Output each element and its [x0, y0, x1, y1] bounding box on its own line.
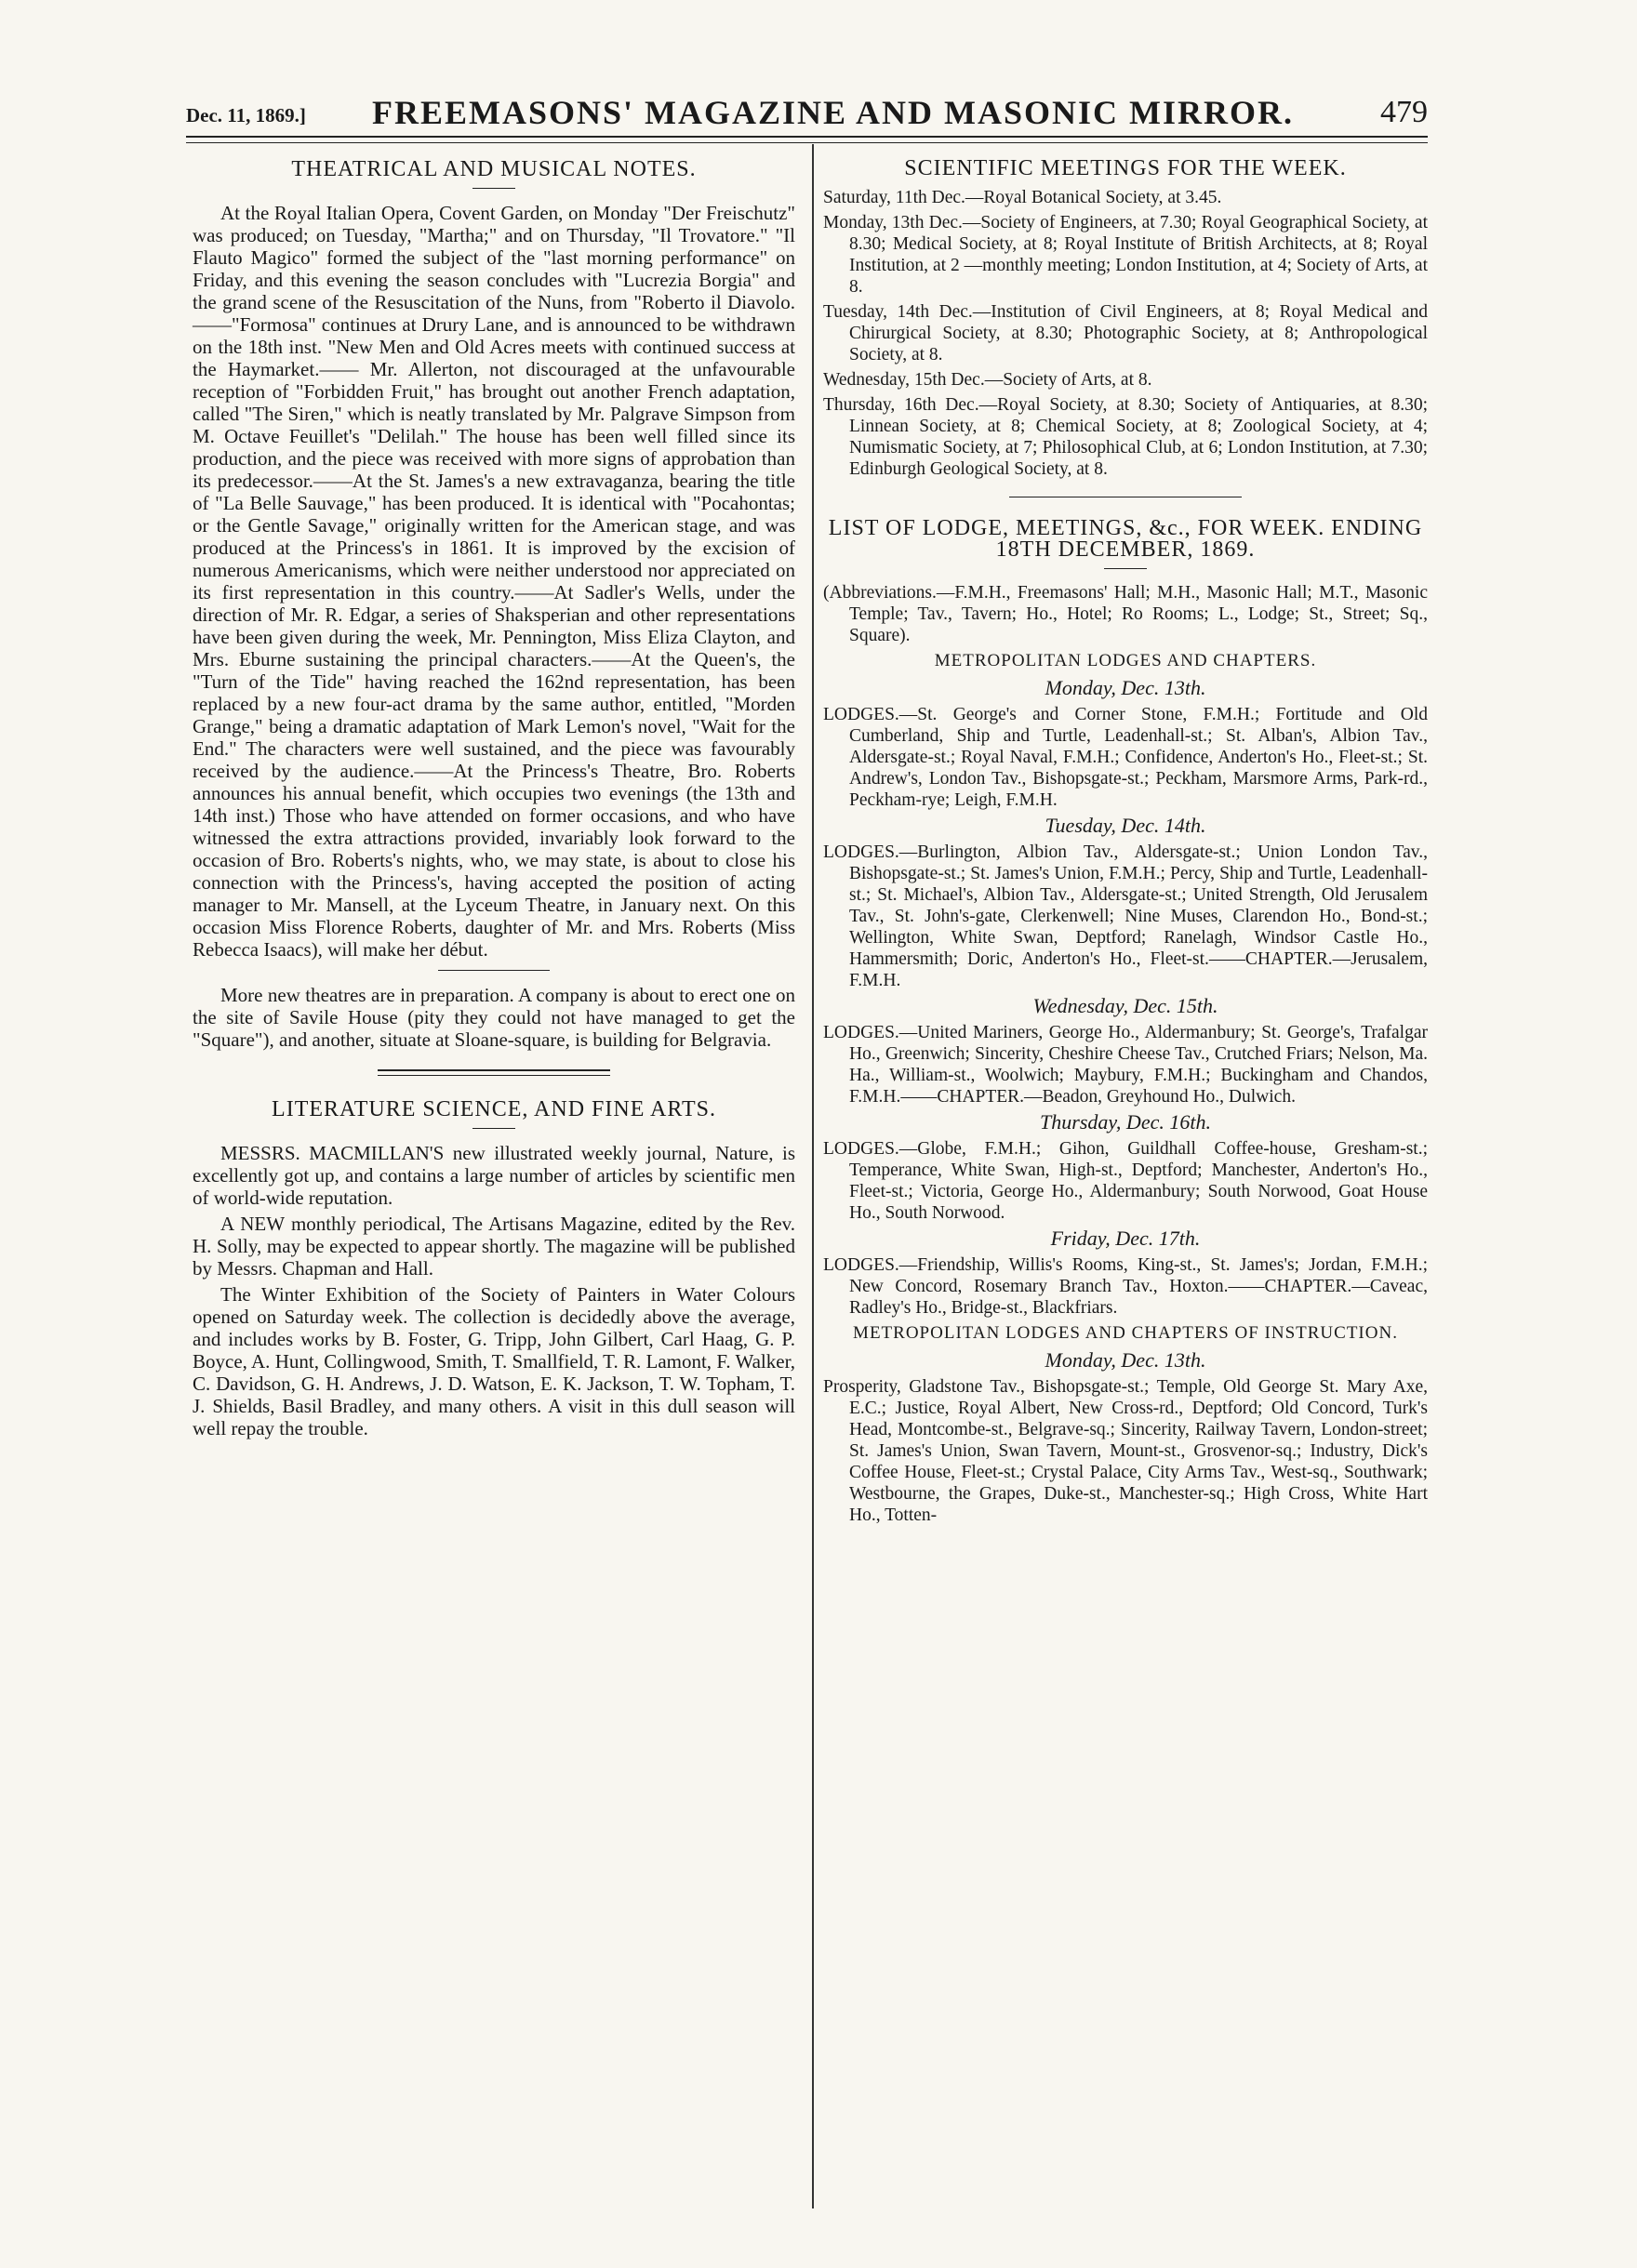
- publication-title: FREEMASONS' MAGAZINE AND MASONIC MIRROR.: [372, 94, 1295, 131]
- abbreviations: (Abbreviations.—F.M.H., Freemasons' Hall; M.H., Masonic Hall; M.T., Masonic Temple; Tav., Tavern; Ho., Hotel; Ro Rooms; L., Lodge; St., Street; Sq., Square).: [823, 583, 1428, 645]
- theatre-body: At the Royal Italian Opera, Covent Garden, on Monday "Der Freischutz" was produced; on Tuesday, "Martha;" and on Thursday, "Il Trovatore." "Il Flauto Magico" formed the subject of the "last morning performance" on Friday, and this evening the season concludes with "Lucrezia Borgia" and the grand scene of the Resuscitation of the Nuns, from "Roberto il Diavolo.——"Formosa" continues at Drury Lane, and is announced to be withdrawn on the 18th inst. "New Men and Old Acres meets with continued success at the Haymarket.—— Mr. Allerton, not discouraged at the unfavourable reception of "Forbidden Fruit," has brought out another French adaptation, called "The Siren," which is neatly translated by Mr. Palgrave Simpson from M. Octave Feuillet's "Delilah." The house has been well filled since its production, and the piece was received with more signs of approbation than its predecessor.——At the St. James's a new extravaganza, bearing the title of "La Belle Sauvage," has been produced. It is identical with "Pocahontas; or the Gentle Savage," originally written for the American stage, and was produced at the Princess's in 1861. It is improved by the excision of numerous Americanisms, which were neither understood nor appreciated on its first representation in this country.——At Sadler's Wells, under the direction of Mr. R. Edgar, a series of Shaksperian and other representations have been given during the week, Mr. Pennington, Miss Eliza Clayton, and Mrs. Eburne sustaining the principal characters.——At the Queen's, the "Turn of the Tide" having reached the 162nd representation, has been replaced by a new four-act drama by the same author, entitled, "Morden Grange," being a dramatic adaptation of Mark Lemon's novel, "Wait for the End." The characters were well sustained, and the piece was favourably received by the audience.——At the Princess's Theatre, Bro. Roberts announces his annual benefit, which occupies two evenings (the 13th and 14th inst.) Those who have attended on former occasions, and who have witnessed the extra attractions provided, invariably look forward to the occasion of Bro. Roberts's nights, who, we may state, is about to close his connection with the Princess's, having accepted the position of acting manager to Mr. Mansell, at the Lyceum Theatre, in January next. On this occasion Miss Florence Roberts, daughter of Mr. and Mrs. Roberts (Miss Rebecca Isaacs), will make her début.: [193, 202, 795, 961]
- lodge-list: LODGES.—St. George's and Corner Stone, F.M.H.; Fortitude and Old Cumberland, Ship and Turtle, Leadenhall-st.; St. Alban's, Albion Tav., Aldersgate-st.; Royal Naval, F.M.H.; Confidence, Anderton's Ho., Fleet-st.; St. Andrew's, London Tav., Bishopsgate-st.; Peckham, Marsmore Arms, Park-rd., Peckham-rye; Leigh, F.M.H.: [823, 705, 1428, 810]
- meeting-entry: Tuesday, 14th Dec.—Institution of Civil Engineers, at 8; Royal Medical and Chirurgical Society, at 8.30; Photographic Society, at 8; Anthropological Society, at 8.: [823, 302, 1428, 365]
- divider: [438, 970, 550, 971]
- meeting-entry: Monday, 13th Dec.—Society of Engineers, at 7.30; Royal Geographical Society, at 8.30; Medical Society, at 8; Royal Institute of British Architects, at 8; Royal Institution, at 2 —monthly meeting; London Institution, at 4; Society of Arts, at 8.: [823, 213, 1428, 297]
- meeting-entry: Thursday, 16th Dec.—Royal Society, at 8.30; Society of Antiquaries, at 8.30; Linnean Society, at 8; Chemical Society, at 8; Zoological Society, at 4; Numismatic Society, at 7; Philosophical Club, at 6; London Institution, at 7.30; Edinburgh Geological Society, at 8.: [823, 395, 1428, 479]
- literature-paragraph: A NEW monthly periodical, The Artisans Magazine, edited by the Rev. H. Solly, may be expected to appear shortly. The magazine will be published by Messrs. Chapman and Hall.: [193, 1213, 795, 1280]
- issue-date: Dec. 11, 1869.]: [186, 104, 306, 126]
- masthead: [186, 93, 1428, 130]
- divider: [472, 1128, 515, 1129]
- instruction-heading: METROPOLITAN LODGES AND CHAPTERS OF INSTRUCTION.: [853, 1323, 1398, 1343]
- day-heading: Wednesday, Dec. 15th.: [1032, 994, 1218, 1017]
- day-heading: Thursday, Dec. 16th.: [1040, 1110, 1211, 1134]
- column-separator: [812, 144, 814, 2208]
- day-heading: Friday, Dec. 17th.: [1050, 1227, 1201, 1250]
- meeting-entry: Saturday, 11th Dec.—Royal Botanical Society, at 3.45.: [823, 188, 1222, 207]
- day-heading: Monday, Dec. 13th.: [1045, 1348, 1206, 1372]
- divider: [1104, 568, 1147, 569]
- meeting-entry: Wednesday, 15th Dec.—Society of Arts, at 8.: [823, 370, 1152, 390]
- theatre-note: More new theatres are in preparation. A company is about to erect one on the site of Savile House (pity they could not have managed to get the "Square"), and another, situate at Sloane-square, is building for Belgravia.: [193, 984, 795, 1051]
- lodge-list: LODGES.—Friendship, Willis's Rooms, King-st., St. James's; Jordan, F.M.H.; New Concord, Rosemary Branch Tav., Hoxton.——CHAPTER.—Caveac, Radley's Ho., Bridge-st., Blackfriars.: [823, 1255, 1428, 1318]
- right-column: [823, 154, 1428, 1530]
- divider: [472, 188, 515, 189]
- instruction-list: Prosperity, Gladstone Tav., Bishopsgate-st.; Temple, Old George St. Mary Axe, E.C.; Justice, Royal Albert, New Cross-rd., Deptford; Old Concord, Turk's Head, Montcombe-st., Belgrave-sq.; Sincerity, Railway Tavern, London-street; St. James's Union, Swan Tavern, Mount-st., Grosvenor-sq.; Industry, Dick's Coffee House, Fleet-st.; Crystal Palace, City Arms Tav., West-sq., Southwark; Westbourne, the Grapes, Duke-st., Manchester-sq.; High Cross, White Hart Ho., Totten-: [823, 1377, 1428, 1525]
- literature-section-title: LITERATURE SCIENCE, AND FINE ARTS.: [272, 1097, 716, 1121]
- theatre-section-title: THEATRICAL AND MUSICAL NOTES.: [291, 157, 697, 181]
- metropolitan-heading: METROPOLITAN LODGES AND CHAPTERS.: [934, 651, 1317, 670]
- day-heading: Monday, Dec. 13th.: [1045, 676, 1206, 699]
- masthead-rule: [186, 136, 1428, 143]
- lodges-section-title: LIST OF LODGE, MEETINGS, &c., FOR WEEK. ENDING 18TH DECEMBER, 1869.: [828, 516, 1423, 562]
- lodge-list: LODGES.—Globe, F.M.H.; Gihon, Guildhall Coffee-house, Gresham-st.; Temperance, White Swan, High-st., Deptford; Manchester, Anderton's Ho., Fleet-st.; Victoria, George Ho., Aldermanbury; South Norwood, Goat House Ho., South Norwood.: [823, 1139, 1428, 1223]
- left-column: [193, 154, 795, 1443]
- section-divider: [378, 1069, 610, 1076]
- lodge-list: LODGES.—Burlington, Albion Tav., Aldersgate-st.; Union London Tav., Bishopsgate-st.; St. James's Union, F.M.H.; Percy, Ship and Turtle, Leadenhall-st.; St. Michael's, Albion Tav., Aldersgate-st.; United Strength, Old Jerusalem Tav., St. John's-gate, Clerkenwell; Nine Muses, Clarendon Ho., Bond-st.; Wellington, White Swan, Deptford; Ranelagh, Windsor Castle Ho., Hammersmith; Doric, Anderton's Ho., Fleet-st.——CHAPTER.—Jerusalem, F.M.H.: [823, 842, 1428, 990]
- page-number: 479: [1380, 95, 1428, 129]
- literature-paragraph: MESSRS. MACMILLAN'S new illustrated weekly journal, Nature, is excellently got up, and contains a large number of articles by scientific men of world-wide reputation.: [193, 1142, 795, 1209]
- scientific-section-title: SCIENTIFIC MEETINGS FOR THE WEEK.: [904, 156, 1347, 180]
- literature-paragraph: The Winter Exhibition of the Society of Painters in Water Colours opened on Saturday week. The collection is decidedly above the average, and includes works by B. Foster, G. Tripp, John Gilbert, Carl Haag, G. P. Boyce, A. Hunt, Collingwood, Smith, T. Smallfield, T. R. Lamont, F. Walker, C. Davidson, G. H. Andrews, J. D. Watson, E. K. Jackson, T. W. Topham, T. J. Shields, Basil Bradley, and many others. A visit in this dull season will well repay the trouble.: [193, 1283, 795, 1439]
- lodge-list: LODGES.—United Mariners, George Ho., Aldermanbury; St. George's, Trafalgar Ho., Greenwich; Sincerity, Cheshire Cheese Tav., Crutched Friars; Nelson, Ma. Ha., William-st., Woolwich; Maybury, F.M.H.; Buckingham and Chandos, F.M.H.——CHAPTER.—Beadon, Greyhound Ho., Dulwich.: [823, 1023, 1428, 1107]
- day-heading: Tuesday, Dec. 14th.: [1045, 814, 1206, 837]
